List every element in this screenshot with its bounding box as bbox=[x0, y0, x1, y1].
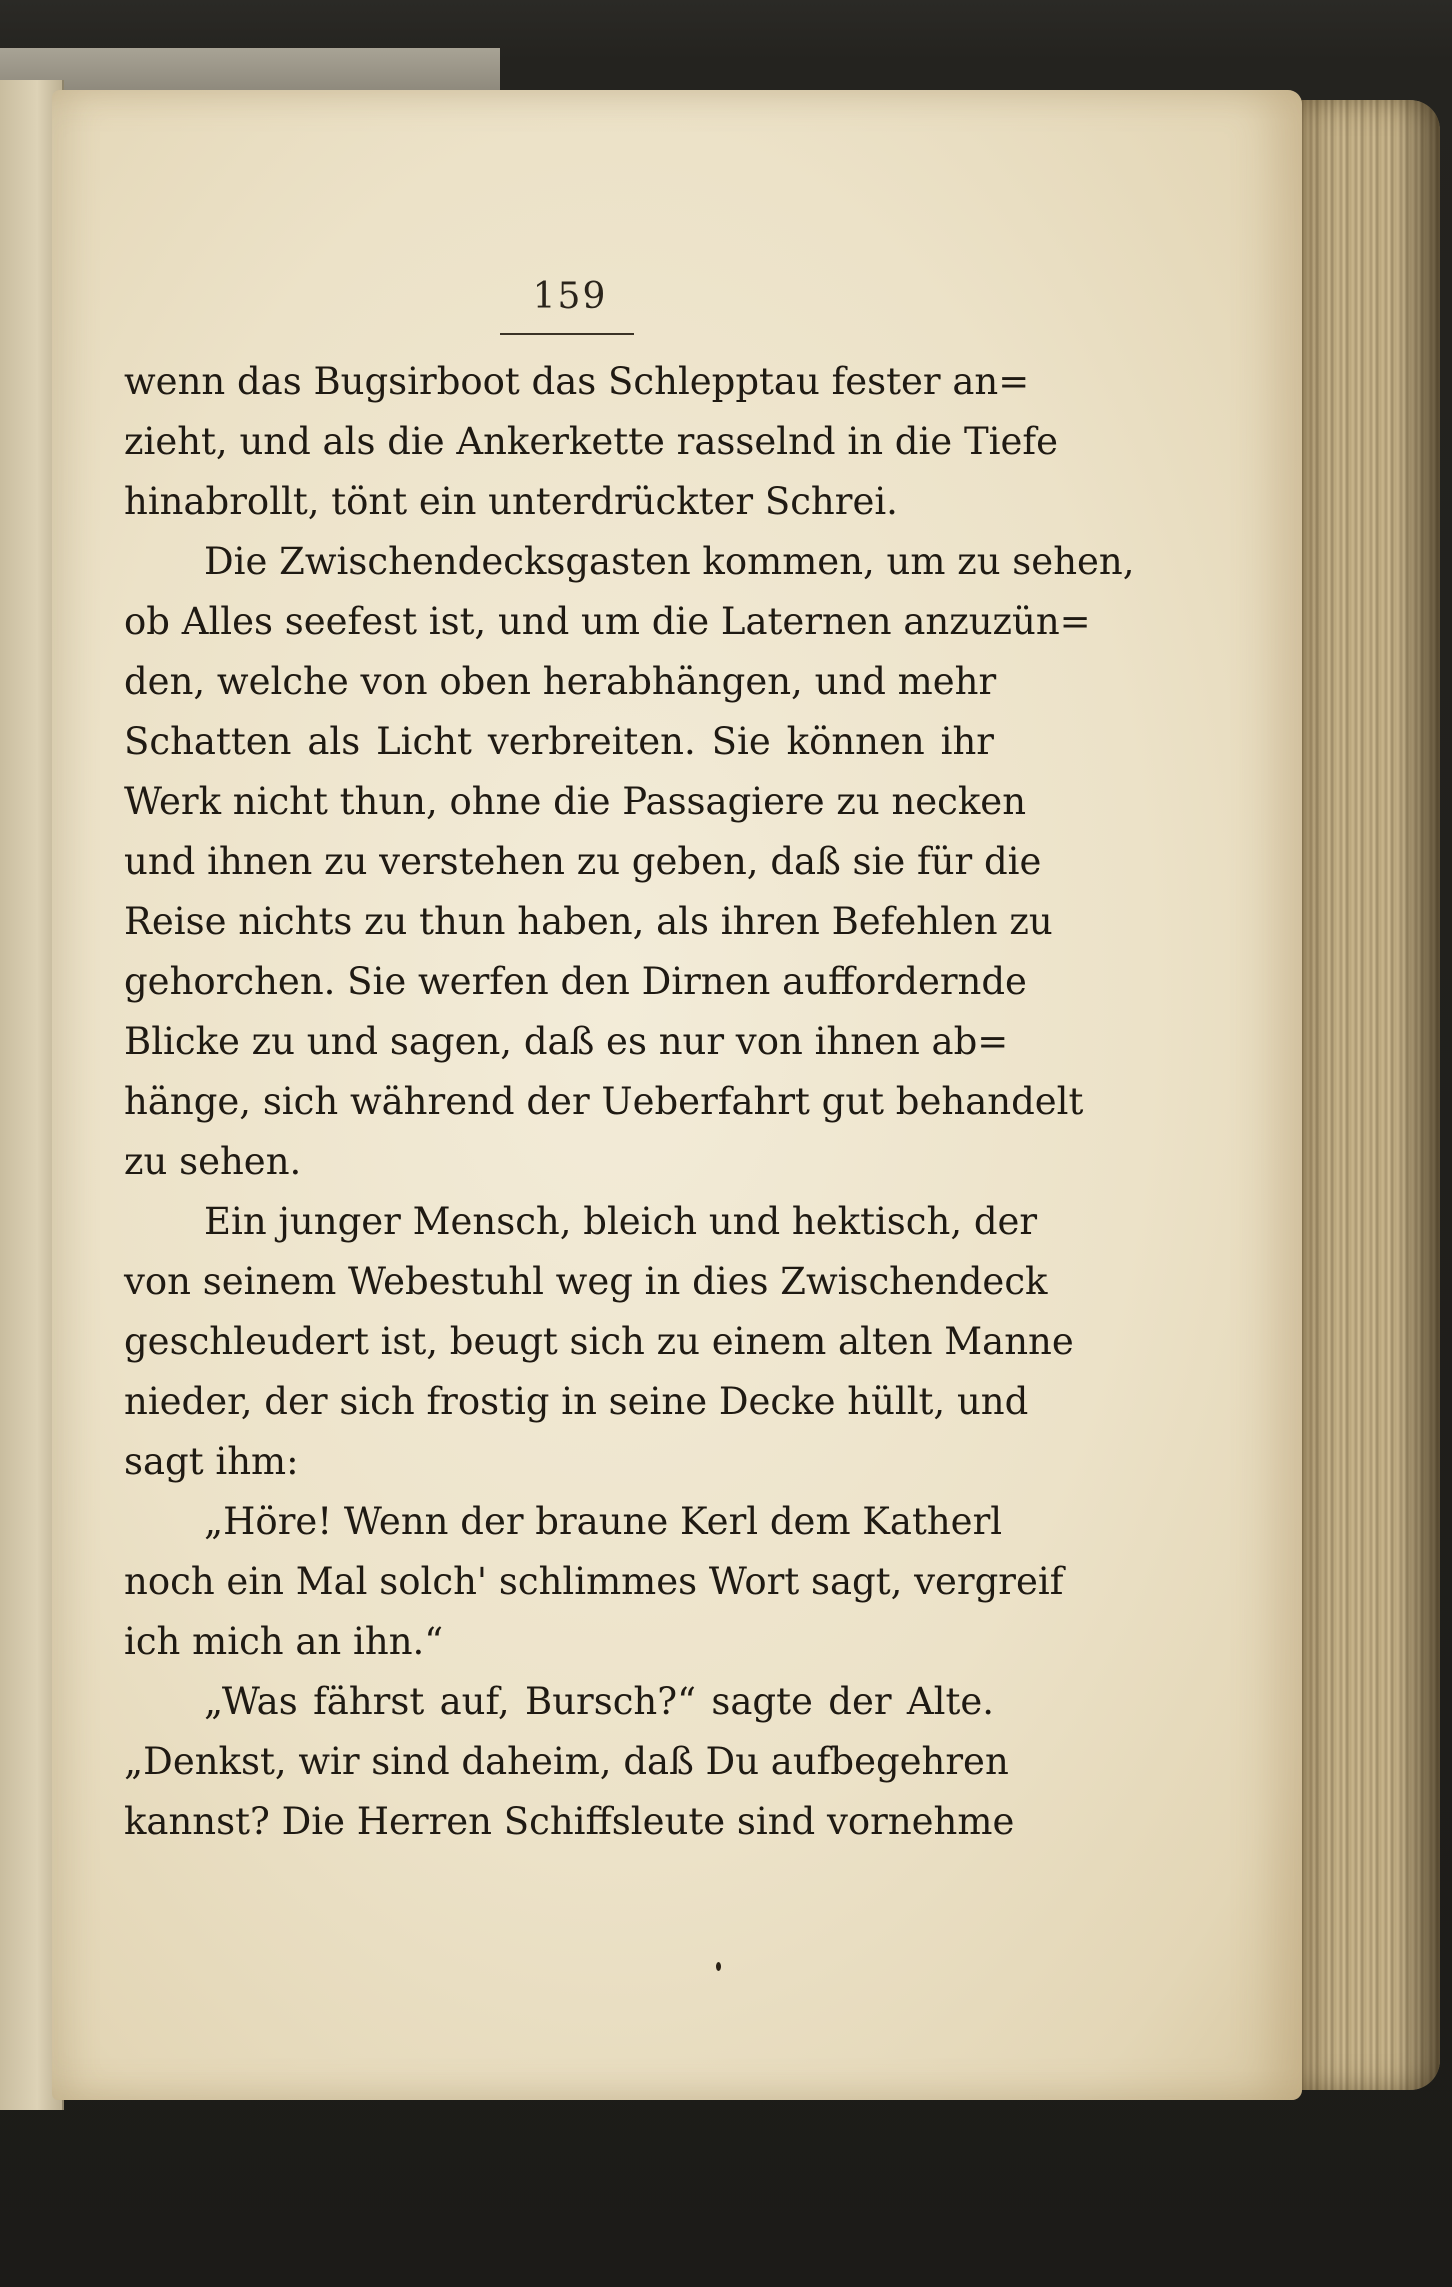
text-line: ich mich an ihn.“ bbox=[124, 1620, 444, 1663]
text-line: Schatten als Licht verbreiten. Sie können ihr bbox=[124, 720, 994, 763]
text-line: hinabrollt, tönt ein unterdrückter Schrei. bbox=[124, 480, 898, 523]
text-line: Blicke zu und sagen, daß es nur von ihnen ab= bbox=[124, 1020, 1009, 1063]
text-line: noch ein Mal solch' schlimmes Wort sagt, vergreif bbox=[124, 1560, 1064, 1603]
page-number: 159 bbox=[532, 276, 608, 317]
text-line: „Was fährst auf, Bursch?“ sagte der Alte. bbox=[204, 1680, 994, 1723]
text-line: geschleudert ist, beugt sich zu einem alten Manne bbox=[124, 1320, 1074, 1363]
text-line: „Denkst, wir sind daheim, daß Du aufbegehren bbox=[124, 1740, 1009, 1783]
text-line: Ein junger Mensch, bleich und hektisch, der bbox=[204, 1200, 1038, 1243]
text-line: von seinem Webestuhl weg in dies Zwischendeck bbox=[124, 1260, 1048, 1303]
text-line: den, welche von oben herabhängen, und mehr bbox=[124, 660, 997, 703]
text-line: Reise nichts zu thun haben, als ihren Befehlen zu bbox=[124, 900, 1053, 943]
text-line: ob Alles seefest ist, und um die Laternen anzuzün= bbox=[124, 600, 1091, 643]
text-line: zieht, und als die Ankerkette rasselnd in die Tiefe bbox=[124, 420, 1058, 463]
text-line: Werk nicht thun, ohne die Passagiere zu necken bbox=[124, 780, 1027, 823]
text-line: und ihnen zu verstehen zu geben, daß sie für die bbox=[124, 840, 1042, 883]
binding-strip bbox=[0, 48, 500, 92]
text-line: nieder, der sich frostig in seine Decke hüllt, und bbox=[124, 1380, 1029, 1423]
body-text bbox=[124, 352, 1135, 1852]
page-number-rule bbox=[500, 333, 634, 335]
text-line: zu sehen. bbox=[124, 1140, 302, 1183]
text-line: gehorchen. Sie werfen den Dirnen auffordernde bbox=[124, 960, 1027, 1003]
text-line: wenn das Bugsirboot das Schlepptau fester an= bbox=[124, 360, 1030, 403]
text-line: hänge, sich während der Ueberfahrt gut behandelt bbox=[124, 1080, 1084, 1123]
ink-fleck bbox=[716, 1962, 721, 1971]
text-line: sagt ihm: bbox=[124, 1440, 299, 1483]
text-line: kannst? Die Herren Schiffsleute sind vornehme bbox=[124, 1800, 1015, 1843]
text-line: Die Zwischendecksgasten kommen, um zu sehen, bbox=[204, 540, 1135, 583]
text-line: „Höre! Wenn der braune Kerl dem Katherl bbox=[204, 1500, 1003, 1543]
page-block-shadow bbox=[1290, 100, 1440, 2090]
